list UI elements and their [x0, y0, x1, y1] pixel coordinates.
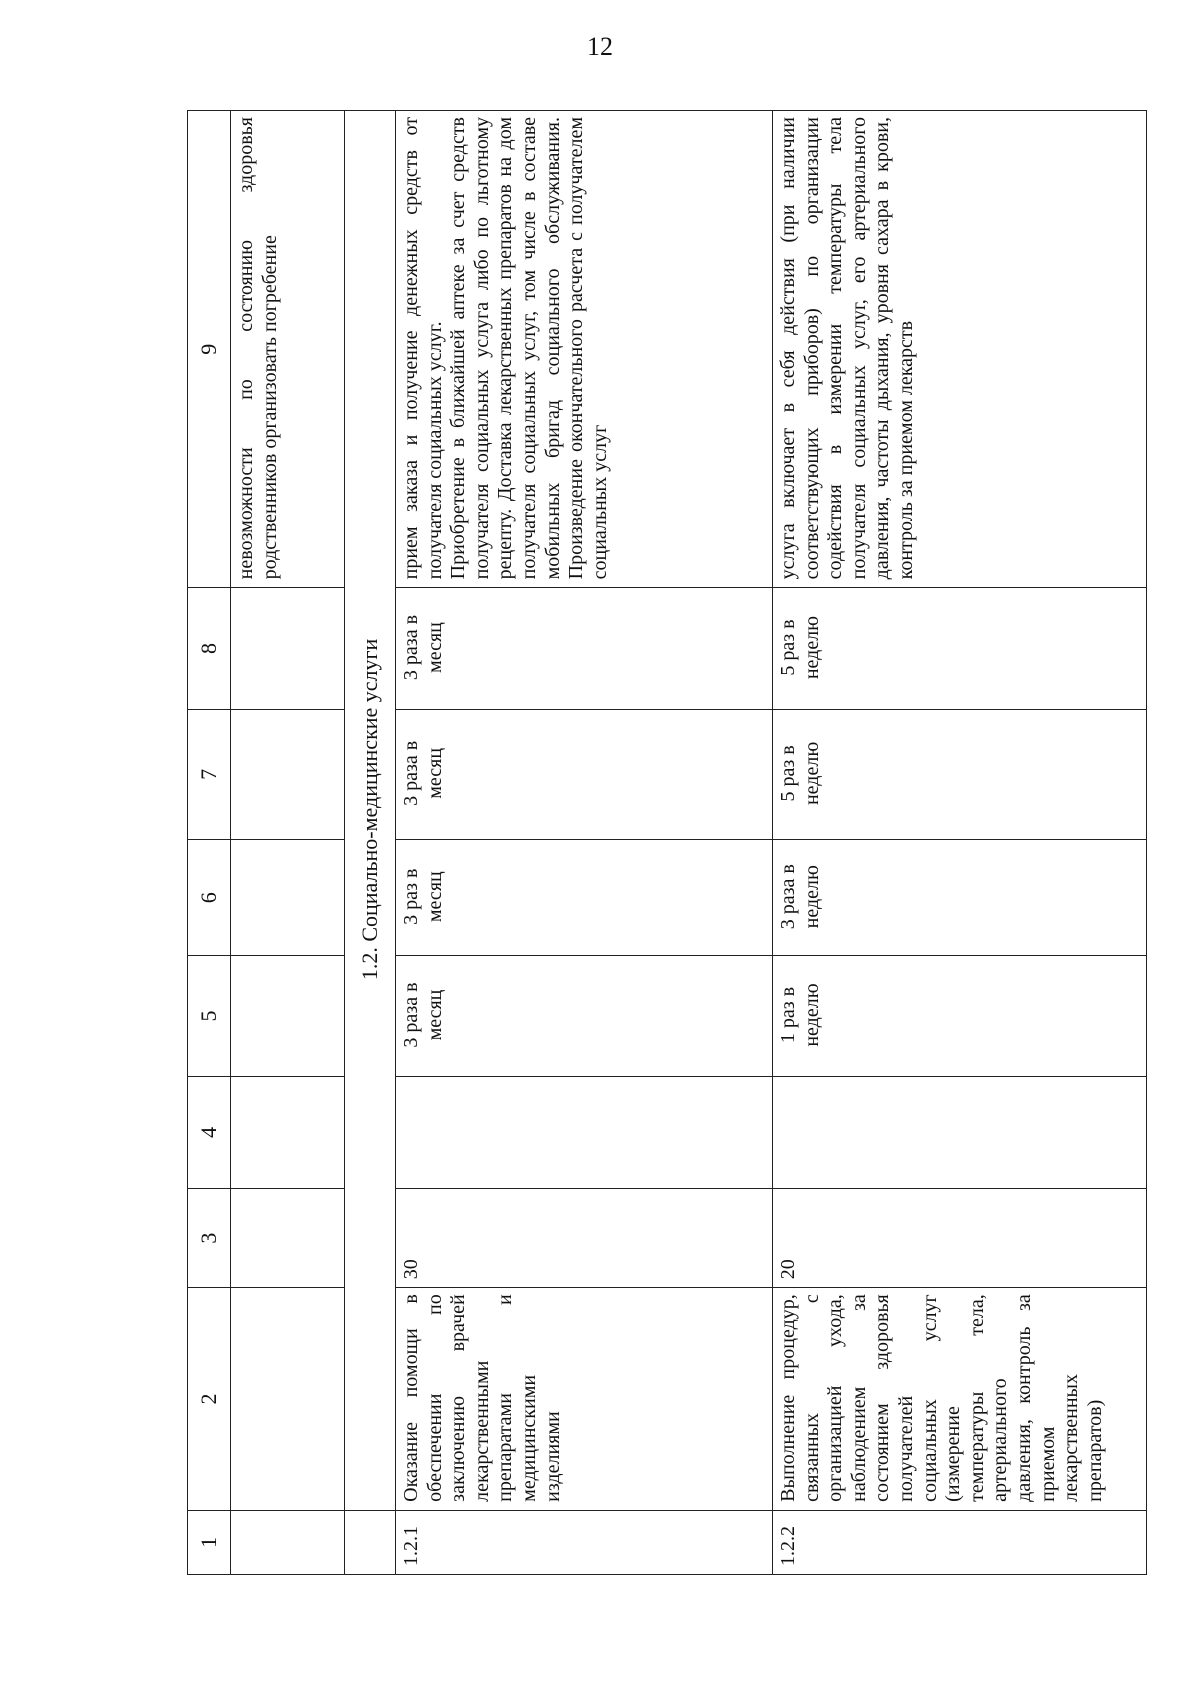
header-cell: 2 [188, 1288, 231, 1511]
col4-value [396, 1076, 773, 1188]
table-row [396, 111, 773, 1575]
header-cell: 1 [188, 1510, 231, 1574]
frequency-col6: 3 раза в неделю [773, 840, 1147, 956]
header-cell: 7 [188, 709, 231, 839]
description-part2: Приобретение в ближайшей аптеке за счет средств получателя социальных услуга либо по льготному рецепту. Доставка лекарственных препаратов на дом получателя социальных услуг, том числе в составе мобильных бригад социального обслуживания. Произведение окончательного расчета с получателем социальных услуг [447, 117, 611, 580]
table-cell [231, 1188, 345, 1287]
table-cell [231, 840, 345, 956]
service-name: Выполнение процедур, связанных с организацией ухода, наблюдением за состоянием здоровья получателей социальных услуг (измерение температуры тела, артериального давления, контроль за приемом лекарственных препаратов) [773, 1288, 1147, 1511]
section-title: 1.2. Социально-медицинские услуги [345, 111, 396, 1511]
frequency-col7: 3 раза в месяц [396, 709, 773, 839]
table-row [773, 111, 1147, 1575]
frequency-col8: 3 раза в месяц [396, 588, 773, 709]
frequency-col5: 3 раза в месяц [396, 956, 773, 1076]
service-description [773, 111, 1147, 588]
service-description [396, 111, 773, 588]
header-cell: 5 [188, 956, 231, 1076]
table-cell [231, 588, 345, 709]
services-table [187, 110, 1147, 1575]
description-part1: услуга включает в себя действия (при наличии соответствующих приборов) по организации содействия в измерении температуры тела получателя социальных услуг, его артериального давления, частоты дыхания, уровня сахара в крови, контроль за приемом лекарств [777, 117, 917, 580]
continuation-row [231, 111, 345, 1575]
service-time: 20 [773, 1188, 1147, 1287]
header-row [188, 111, 231, 1575]
service-time: 30 [396, 1188, 773, 1287]
table-cell [231, 1076, 345, 1188]
page-number: 12 [587, 32, 613, 61]
description-part1: прием заказа и получение денежных средств от получателя социальных услуг. [400, 117, 446, 580]
frequency-col5: 1 раз в неделю [773, 956, 1147, 1076]
frequency-col7: 5 раз в неделю [773, 709, 1147, 839]
continuation-description: невозможности по состоянию здоровья родственников организовать погребение [231, 111, 345, 588]
header-cell: 9 [188, 111, 231, 588]
frequency-col8: 5 раз в неделю [773, 588, 1147, 709]
header-cell: 3 [188, 1188, 231, 1287]
header-cell: 4 [188, 1076, 231, 1188]
row-number: 1.2.2 [773, 1510, 1147, 1574]
header-cell: 8 [188, 588, 231, 709]
table-cell [231, 709, 345, 839]
table-cell [345, 1510, 396, 1574]
table-cell [231, 1510, 345, 1574]
col4-value [773, 1076, 1147, 1188]
header-cell: 6 [188, 840, 231, 956]
table-cell [231, 1288, 345, 1511]
rotated-table-container [187, 110, 1130, 1575]
row-number: 1.2.1 [396, 1510, 773, 1574]
frequency-col6: 3 раз в месяц [396, 840, 773, 956]
table-cell [231, 956, 345, 1076]
service-name: Оказание помощи в обеспечении по заключению врачей лекарственными препаратами и медицинскими изделиями [396, 1288, 773, 1511]
section-row [345, 111, 396, 1575]
